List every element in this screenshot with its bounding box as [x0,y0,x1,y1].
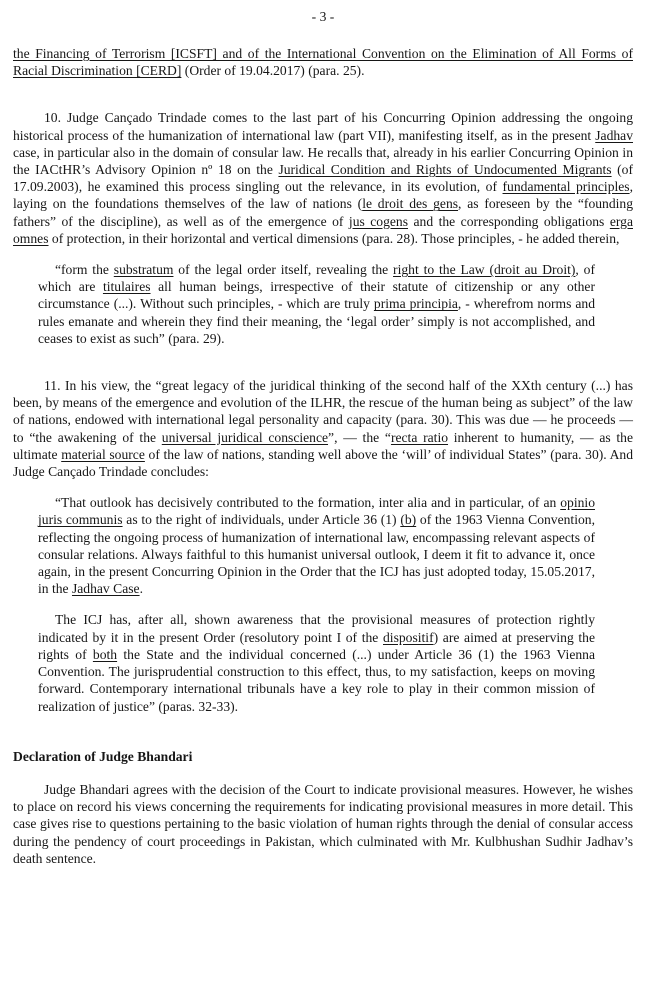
underlined-text: opinio juris communis [38,495,595,528]
text-run: of the 1963 Vienna Convention, reflecting the ongoing process of humanization of international law, encompassing relevant aspects of consular relations. Always faithful to this humanist universal outlook, I deem it fit to advance it, once again, in the present Concurring Opinion in the Order that the ICJ has just adopted today, 15.05.2017, in the [38,512,595,597]
underlined-text: prima principia [373,296,458,312]
text-run: ) are aimed at preserving the rights of [38,629,596,662]
text-run: the State and the individual concerned (...) under Article 36 (1) the 1963 Vienna Convention. The jurisprudential construction to this effect, thus, to my satisfaction, keeps on moving forward. Contemporary international tribunals have a key role to play in their common mission of realization of justice” (paras. 32-33). [38,646,595,714]
underlined-text: titulaires [102,279,151,295]
text-run: , as foreseen by the “founding fathers” of the discipline), as well as of the emergence of [13,196,633,229]
page-number: - 3 - [311,9,335,24]
text-run: and the corresponding obligations [408,213,610,229]
text-run: 10. Judge Cançado Trindade comes to the last part of his Concurring Opinion addressing the ongoing historical process of the humanization of international law (part VII), manifesting itself, as in the present [13,110,633,143]
quote-paras-32-33 [38,611,595,714]
underlined-text: Jadhav [595,127,633,143]
text-run: . [139,581,143,597]
underlined-text: le droit des gens [362,196,459,212]
text-run: , - wherefrom norms and rules emanate and wherein they find their meaning, the ‘legal order’ simply is not accomplished, and ceases to exist as such” (para. 29). [38,296,596,346]
underlined-text: jus cogens [348,213,409,229]
text-run: The ICJ has, after all, shown awareness that the provisional measures of protection rightly indicated by it in the present Order (resolutory point I of the [38,612,595,645]
text-run: of the legal order itself, revealing the [173,262,394,278]
text-run: 11. In his view, the “great legacy of the juridical thinking of the second half of the XXth century (...) has been, by means of the emergence and evolution of the ILHR, the rescue of the human being as subject” of the law of nations, endowed with international legal personality and capacity (para. 30). This was due — he proceeds — to “the awakening of the [13,378,633,445]
paragraph-continuation [13,45,633,79]
underlined-text: fundamental principles [502,179,630,195]
paragraph-10 [13,109,633,247]
text-run: “form the [55,262,114,278]
text-run: all human beings, irrespective of their statute of citizenship or any other circumstance (...). Without such principles, - which are truly [38,279,595,312]
text-run: case, in particular also in the domain of consular law. He recalls that, already in his earlier Concurring Opinion in the IACtHR’s Advisory Opinion nº 18 on the [13,144,633,178]
text-run: ”, — the “ [328,429,391,445]
underlined-text: right to the Law (droit au Droit) [393,262,576,278]
quote-para-30 [38,494,595,597]
text-run: (Order of 19.04.2017) (para. 25). [181,63,365,79]
paragraph-11 [13,377,633,480]
text-run: (of 17.09.2003), he examined this process singling out the relevance, in its evolution, of [13,162,633,195]
underlined-text: the Financing of Terrorism [ICSFT] and of the International Convention on the Elimination of All Forms of Racial Discrimination [CERD] [13,46,633,79]
underlined-text: both [92,646,118,662]
underlined-text: substratum [113,262,174,278]
heading-declaration-of-judge-bhandari: Declaration of Judge Bhandari [13,748,193,764]
underlined-text: Juridical Condition and Rights of Undocumented Migrants [278,162,612,178]
text-run: of the law of nations, standing well above the ‘will’ of individual States” (para. 30). And Judge Cançado Trindade concludes: [13,446,633,480]
underlined-text: Jadhav Case [71,581,140,597]
text-run: , laying on the foundations themselves of the law of nations ( [13,179,633,212]
underlined-text: dispositif [383,629,434,645]
underlined-text: material source [61,446,145,462]
quote-para-29 [38,261,595,347]
text-run: of protection, in their horizontal and vertical dimensions (para. 28). Those principles, - he added therein, [48,230,620,246]
underlined-text: universal juridical conscience [161,429,329,445]
text-run: as to the right of individuals, under Article 36 (1) [122,512,401,528]
text-run: , of which are [38,262,595,295]
paragraph-bhandari [13,781,633,867]
underlined-text: recta ratio [390,429,449,445]
underlined-text: (b) [400,512,417,528]
text-run: Judge Bhandari agrees with the decision of the Court to indicate provisional measures. However, he wishes to place on record his views concerning the requirements for indicating provisional measures in more detail. This case gives rise to questions pertaining to the basic violation of human rights through the denial of consular access during the pendency of court proceedings in Pakistan, which culminated with Mr. Kulbhushan Sudhir Jadhav’s death sentence. [13,781,633,866]
underlined-text: erga omnes [13,213,633,246]
text-run: inherent to humanity, — as the ultimate [13,429,634,462]
text-run: “That outlook has decisively contributed to the formation, inter alia and in particular, of an [55,495,561,511]
